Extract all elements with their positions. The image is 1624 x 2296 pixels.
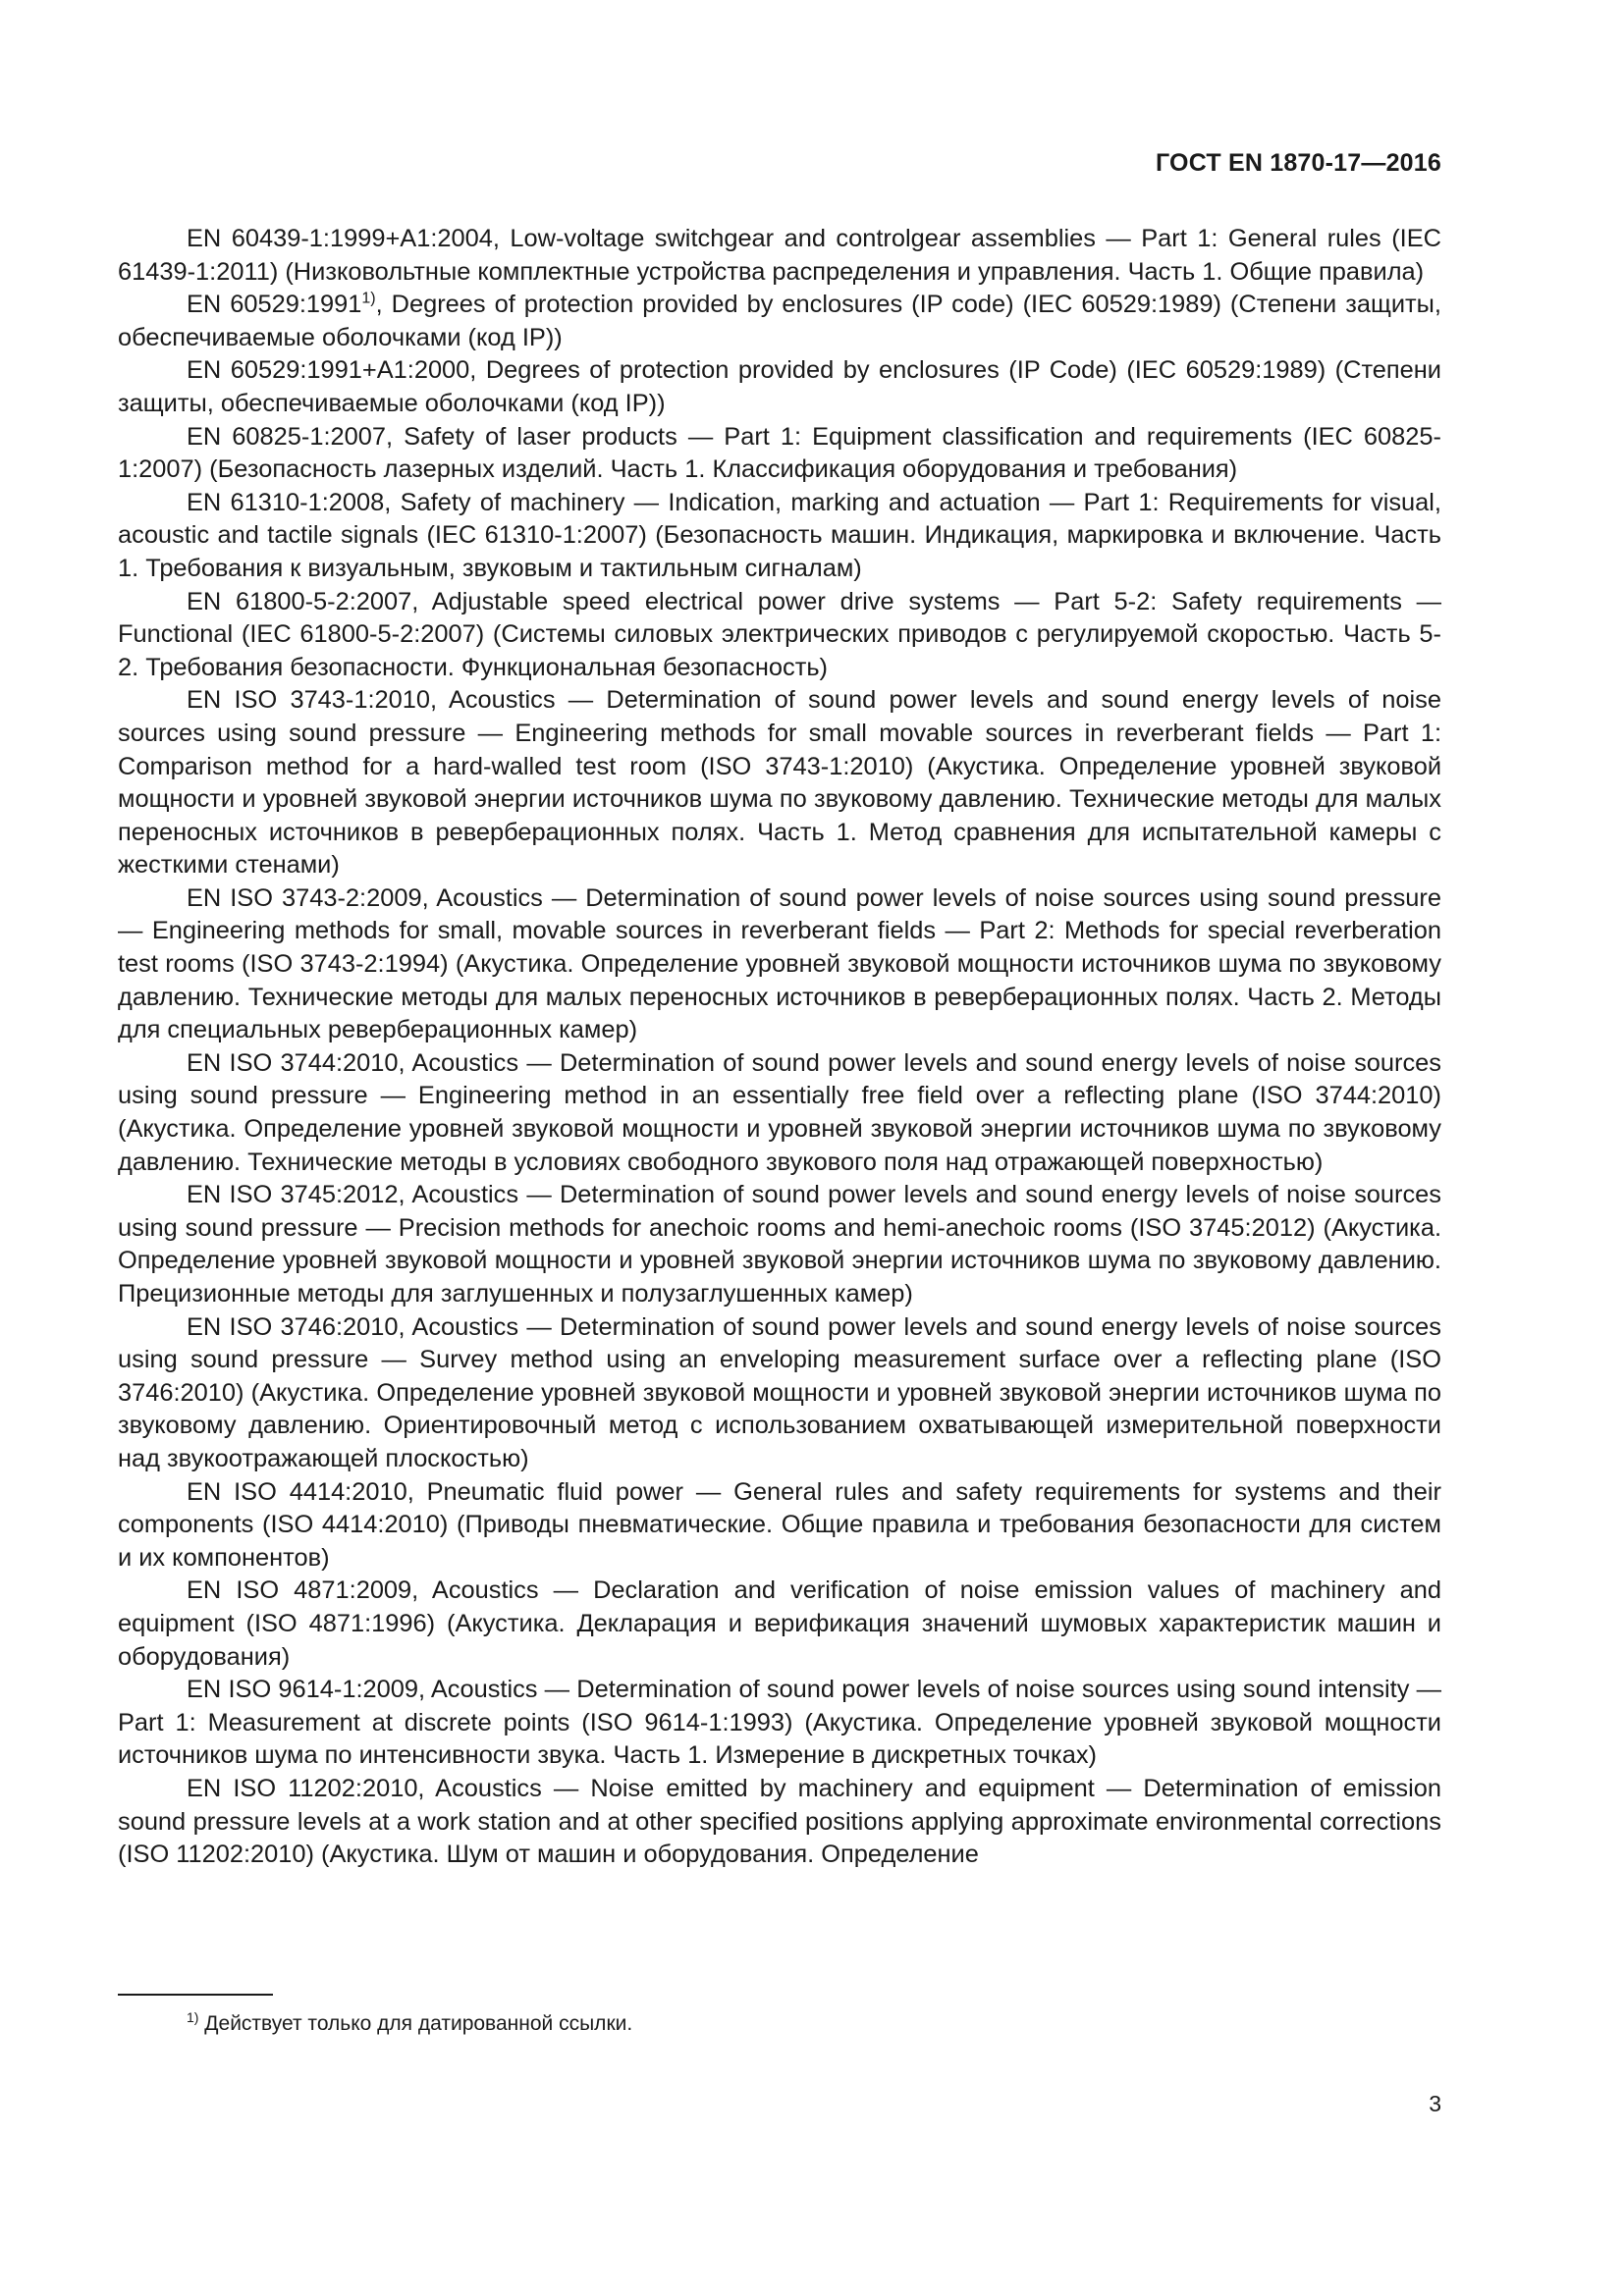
reference-text: EN 60529:1991+A1:2000, Degrees of protection provided by enclosures (IP Code) (IEC 60529:1989) (Степени защиты, обеспечиваемые оболочками (код IP)): [118, 356, 1441, 417]
reference-item: [118, 1179, 1441, 1310]
reference-text: EN 61310-1:2008, Safety of machinery — Indication, marking and actuation — Part 1: Requirements for visual, acoustic and tactile signals (IEC 61310-1:2007) (Безопасность машин. Индикация, маркировка и включение. Часть 1. Требования к визуальным, звуковым и тактильным сигналам): [118, 488, 1441, 582]
reference-item: [118, 487, 1441, 586]
footnote-divider: [118, 1994, 273, 1996]
reference-item: [118, 354, 1441, 420]
footnote-text: Действует только для датированной ссылки.: [198, 2012, 633, 2035]
reference-text: EN ISO 3745:2012, Acoustics — Determination of sound power levels and sound energy levels of noise sources using sound pressure — Precision methods for anechoic rooms and hemi-anechoic rooms (ISO 3745:2012) (Акустика. Определение уровней звуковой мощности и уровней звуковой энергии источников шума по звуковому давлению. Прецизионные методы для заглушенных и полузаглушенных камер): [118, 1181, 1441, 1308]
reference-item: [118, 1575, 1441, 1674]
reference-item: [118, 1674, 1441, 1773]
reference-item: [118, 421, 1441, 487]
page-number: 3: [1429, 2091, 1441, 2116]
reference-item: [118, 1773, 1441, 1872]
reference-text-continued: , Degrees of protection provided by enclosures (IP code) (IEC 60529:1989) (Степени защиты, обеспечиваемые оболочками (код IP)): [118, 291, 1441, 351]
reference-item: [118, 882, 1441, 1047]
footnote-marker: 1): [187, 2009, 199, 2025]
reference-text: EN ISO 3743-2:2009, Acoustics — Determination of sound power levels of noise sources using sound pressure — Engineering methods for small, movable sources in reverberant fields — Part 2: Methods for special reverberation test rooms (ISO 3743-2:1994) (Акустика. Определение уровней звуковой мощности источников шума по звуковому давлению. Технические методы для малых переносных источников в реверберационных полях. Часть 2. Методы для специальных реверберационных камер): [118, 883, 1441, 1044]
reference-text: EN 60825-1:2007, Safety of laser products — Part 1: Equipment classification and requirements (IEC 60825-1:2007) (Безопасность лазерных изделий. Часть 1. Классификация оборудования и требования): [118, 422, 1441, 484]
reference-text: EN 60439-1:1999+A1:2004, Low-voltage switchgear and controlgear assemblies — Part 1: General rules (IEC 61439-1:2011) (Низковольтные комплектные устройства распределения и управления. Часть 1. Общие правила): [118, 225, 1441, 286]
reference-text: EN ISO 3744:2010, Acoustics — Determination of sound power levels and sound energy levels of noise sources using sound pressure — Engineering method in an essentially free field over a reflecting plane (ISO 3744:2010) (Акустика. Определение уровней звуковой мощности и уровней звуковой энергии источников шума по звуковому давлению. Технические методы в условиях свободного звукового поля над отражающей поверхностью): [118, 1048, 1441, 1176]
reference-text: EN ISO 9614-1:2009, Acoustics — Determination of sound power levels of noise sources using sound intensity — Part 1: Measurement at discrete points (ISO 9614-1:1993) (Акустика. Определение уровней звуковой мощности источников шума по интенсивности звука. Часть 1. Измерение в дискретных точках): [118, 1676, 1441, 1770]
reference-text: EN ISO 3743-1:2010, Acoustics — Determination of sound power levels and sound energy levels of noise sources using sound pressure — Engineering methods for small movable sources in reverberant fields — Part 1: Comparison method for a hard-walled test room (ISO 3743-1:2010) (Акустика. Определение уровней звуковой мощности и уровней звуковой энергии источников шума по звуковому давлению. Технические методы для малых переносных источников в реверберационных полях. Часть 1. Метод сравнения для испытательной камеры с жесткими стенами): [118, 686, 1441, 880]
reference-item: [118, 1311, 1441, 1476]
references-list: [118, 223, 1441, 1872]
reference-item: [118, 223, 1441, 289]
reference-text: EN ISO 4871:2009, Acoustics — Declaration and verification of noise emission values of machinery and equipment (ISO 4871:1996) (Акустика. Декларация и верификация значений шумовых характеристик машин и оборудования): [118, 1576, 1441, 1671]
footnote: [187, 2010, 632, 2038]
reference-text: EN ISO 3746:2010, Acoustics — Determination of sound power levels and sound energy levels of noise sources using sound pressure — Survey method using an enveloping measurement surface over a reflecting plane (ISO 3746:2010) (Акустика. Определение уровней звуковой мощности и уровней звуковой энергии источников шума по звуковому давлению. Ориентировочный метод с использованием охватывающей измерительной поверхности над звукоотражающей плоскостью): [118, 1312, 1441, 1472]
reference-item: [118, 289, 1441, 354]
document-code-header: ГОСТ EN 1870-17—2016: [1156, 149, 1441, 177]
reference-text: EN 61800-5-2:2007, Adjustable speed electrical power drive systems — Part 5-2: Safety requirements — Functional (IEC 61800-5-2:2007) (Системы силовых электрических приводов с регулируемой скоростью. Часть 5-2. Требования безопасности. Функциональная безопасность): [118, 587, 1441, 681]
reference-item: [118, 684, 1441, 882]
reference-text: EN 60529:1991: [187, 291, 362, 319]
reference-item: [118, 586, 1441, 685]
reference-item: [118, 1047, 1441, 1179]
footnote-ref-marker: 1): [361, 290, 376, 307]
reference-text: EN ISO 4414:2010, Pneumatic fluid power — General rules and safety requirements for systems and their components (ISO 4414:2010) (Приводы пневматические. Общие правила и требования безопасности для систем и их компонентов): [118, 1477, 1441, 1572]
reference-item: [118, 1476, 1441, 1575]
reference-text: EN ISO 11202:2010, Acoustics — Noise emitted by machinery and equipment — Determination of emission sound pressure levels at a work station and at other specified positions applying approximate environmental corrections (ISO 11202:2010) (Акустика. Шум от машин и оборудования. Определение: [118, 1774, 1441, 1869]
